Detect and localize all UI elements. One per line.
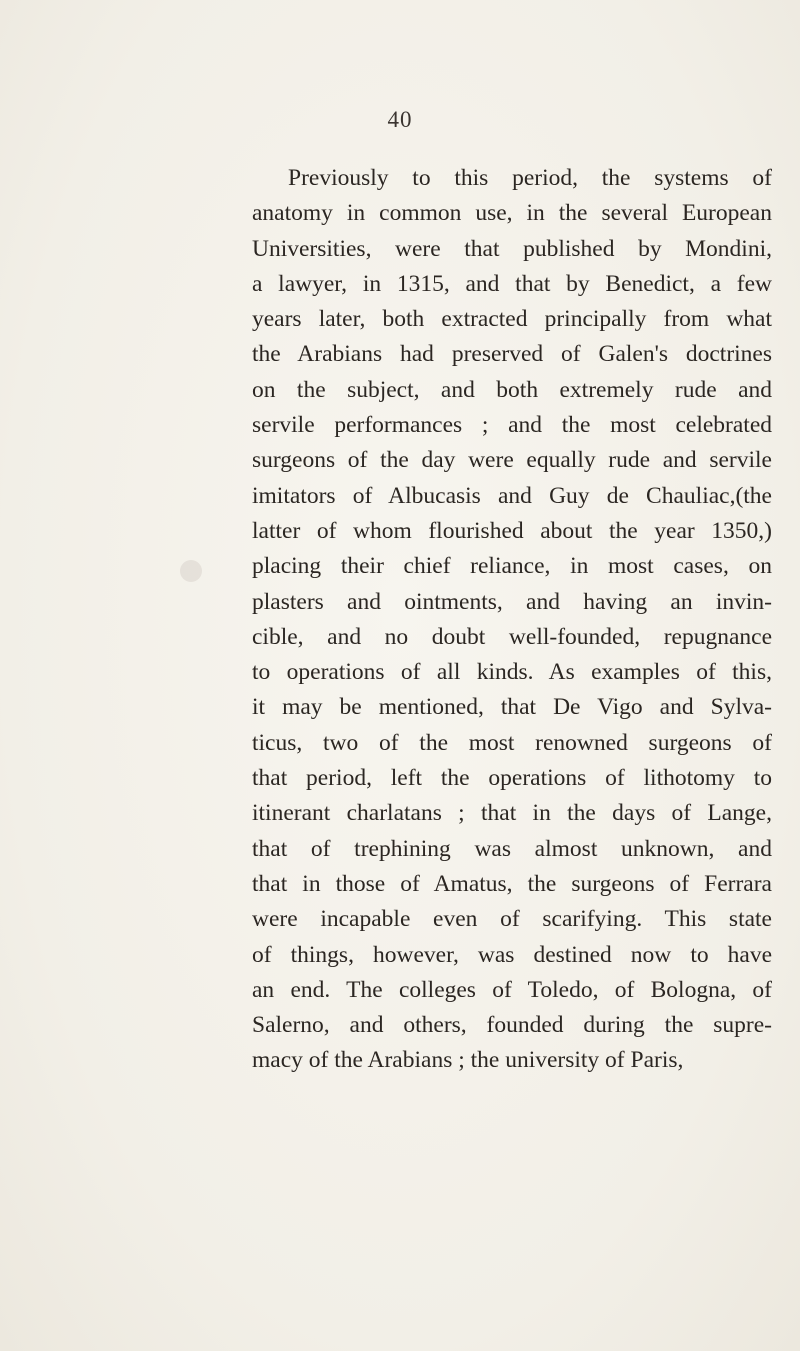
- text-line: that in those of Amatus, the surgeons of Ferrara: [252, 870, 772, 897]
- text-line: latter of whom flourished about the year 1350,): [252, 517, 772, 544]
- text-line: macy of the Arabians ; the university of Paris,: [252, 1047, 684, 1074]
- text-line: Universities, were that published by Mondini,: [252, 235, 772, 262]
- text-line: Previously to this period, the systems of: [288, 165, 772, 191]
- text-line: were incapable even of scarifying. This state: [252, 906, 772, 933]
- paragraph: [252, 161, 772, 1079]
- text-line: an end. The colleges of Toledo, of Bologna, of: [252, 976, 772, 1003]
- text-line: imitators of Albucasis and Guy de Chauliac,(the: [252, 482, 772, 509]
- text-line: cible, and no doubt well-founded, repugnance: [252, 623, 772, 650]
- text-line: Salerno, and others, founded during the supre-: [252, 1012, 772, 1039]
- text-line: plasters and ointments, and having an invin-: [252, 588, 772, 615]
- text-line: placing their chief reliance, in most cases, on: [252, 553, 772, 580]
- text-line: servile performances ; and the most celebrated: [252, 412, 772, 439]
- text-line: surgeons of the day were equally rude and servile: [252, 447, 772, 474]
- text-line: of things, however, was destined now to have: [252, 941, 772, 968]
- text-line: that period, left the operations of lithotomy to: [252, 765, 772, 792]
- text-line: that of trephining was almost unknown, and: [252, 835, 772, 862]
- text-line: on the subject, and both extremely rude and: [252, 376, 772, 403]
- text-line: ticus, two of the most renowned surgeons of: [252, 729, 772, 756]
- text-line: the Arabians had preserved of Galen's doctrines: [252, 341, 772, 368]
- text-line: anatomy in common use, in the several European: [252, 200, 772, 227]
- text-line: itinerant charlatans ; that in the days of Lange,: [252, 800, 772, 827]
- text-line: it may be mentioned, that De Vigo and Sylva-: [252, 694, 772, 721]
- page-number: 40: [387, 107, 413, 132]
- text-line: a lawyer, in 1315, and that by Benedict, a few: [252, 270, 772, 297]
- text-line: to operations of all kinds. As examples of this,: [252, 659, 772, 686]
- text-line: years later, both extracted principally from what: [252, 306, 772, 333]
- page-smudge: [180, 560, 202, 582]
